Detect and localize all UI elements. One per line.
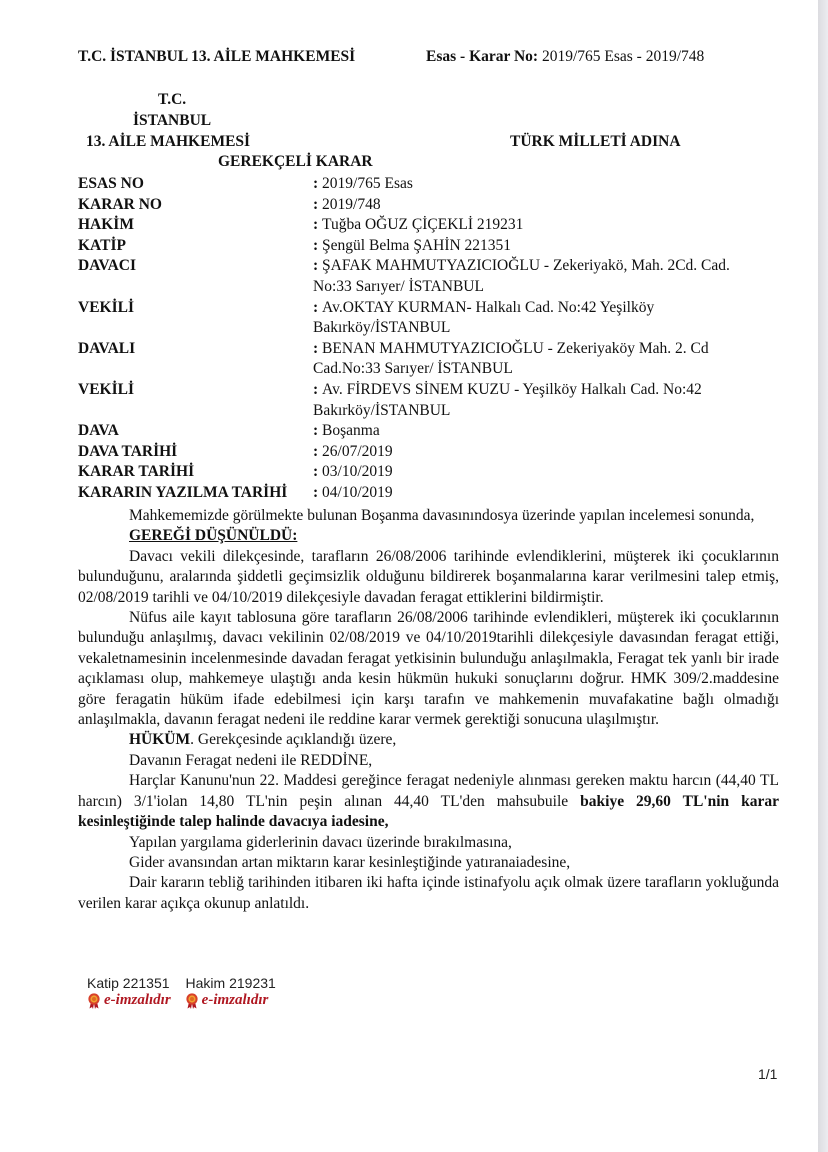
decision-body	[78, 506, 779, 914]
seal-rosette-icon	[87, 993, 101, 1009]
katip-signature: Katip 221351	[87, 975, 170, 991]
signatures	[87, 975, 292, 1009]
meta-row-davali: DAVALI : BENAN MAHMUTYAZICIOĞLU - Zekeriyaköy Mah. 2. Cd Cad.No:33 Sarıyer/ İSTANBUL	[78, 339, 709, 378]
paragraph-3: Davanın Feragat nedeni ile REDDİNE,	[129, 751, 373, 769]
court-name: 13. AİLE MAHKEMESİ	[86, 133, 251, 150]
meta-row-karar-no: KARAR NO : 2019/748	[78, 195, 381, 213]
meta-row-katip: KATİP : Şengül Belma ŞAHİN 221351	[78, 236, 512, 254]
meta-row-davaci-vekili: VEKİLİ : Av.OKTAY KURMAN- Halkalı Cad. No:42 Yeşilköy Bakırköy/İSTANBUL	[78, 298, 655, 337]
hukum-paragraph: HÜKÜM. Gerekçesinde açıklandığı üzere,	[129, 731, 397, 749]
meta-row-karar-tarihi: KARAR TARİHİ : 03/10/2019	[78, 463, 393, 481]
court-city: İSTANBUL	[133, 112, 212, 129]
meta-row-dava-tarihi: DAVA TARİHİ : 26/07/2019	[78, 442, 393, 460]
header-court: T.C. İSTANBUL 13. AİLE MAHKEMESİ	[78, 48, 356, 65]
paragraph-2: Nüfus aile kayıt tablosuna göre tarafların 26/08/2006 tarihinde evlendikleri, müşterek iki çocuklarının bulunduğu anlaşılmış, davacı vekilinin 02/08/2019 ve 04/10/2019tarihli dilekçesiyle davasından feragat ettiği, vekaletnamesinin incelenmesinde davadan feragat yetkisinin bulunduğu anlaşılmakla, Feragat tek yanlı bir irade açıklaması olup, mahkemeye ulaştığı anda kesin hükmün hukuki sonuçlarını doğrur. HMK 309/2.maddesine göre feragatin hüküm ifade edebilmesi için karşı tarafın ve mahkemenin muvafakatine bağlı olmadığı anlaşılmakla, davanın feragat nedeni ile reddine karar vermek gerektiği sonucuna ulaşılmıştır.	[78, 609, 779, 729]
meta-row-yazilma-tarihi: KARARIN YAZILMA TARİHİ : 04/10/2019	[78, 483, 393, 501]
nation-heading: TÜRK MİLLETİ ADINA	[510, 133, 681, 150]
court-tc: T.C.	[158, 91, 187, 108]
paragraph-4: Harçlar Kanunu'nun 22. Maddesi gereğince feragat nedeniyle alınması gereken maktu harcın (44,40 TL harcın) 3/1'iolan 14,80 TL'nin peşin alınan 44,40 TL'den mahsubuile bakiye 29,60 TL'nin karar kesinleştiğinde talep halinde davacıya iadesine,	[78, 772, 779, 831]
meta-row-davaci: DAVACI : ŞAFAK MAHMUTYAZICIOĞLU - Zekeriyakö, Mah. 2Cd. Cad. No:33 Sarıyer/ İSTANBUL	[78, 257, 730, 295]
meta-row-hakim: HAKİM : Tuğba OĞUZ ÇİÇEKLİ 219231	[78, 216, 524, 234]
header-esas-value: 2019/765 Esas - 2019/748	[541, 48, 705, 65]
hakim-signature: Hakim 219231	[185, 975, 276, 991]
paragraph-7: Dair kararın tebliğ tarihinden itibaren iki hafta içinde istinafyolu açık olmak üzere tarafların yokluğunda verilen karar açıkça okunup anlatıldı.	[78, 874, 779, 912]
header-esas-label: Esas - Karar No:	[426, 48, 539, 65]
meta-row-dava: DAVA : Boşanma	[78, 422, 380, 440]
header-esas	[426, 48, 704, 66]
viewer-scrollbar-strip[interactable]	[818, 0, 828, 1152]
paragraph-1: Davacı vekili dilekçesinde, tarafların 26/08/2006 tarihinde evlendiklerini, müşterek iki çocuklarının bulunduğunu, aralarında şiddetli geçimsizlik olduğunu bildirerek boşanmalarına karar verilmesini talep etmiş, 02/08/2019 tarihli ve 04/10/2019 dilekçesiyle davadan feragat ettiklerini bildirmiştir.	[78, 547, 779, 606]
seal-rosette-icon	[185, 993, 199, 1009]
hukum-label: HÜKÜM	[129, 731, 191, 749]
page-number: 1/1	[758, 1066, 778, 1082]
meta-row-esas-no: ESAS NO : 2019/765 Esas	[78, 175, 413, 192]
case-metadata	[78, 174, 798, 504]
hakim-e-signature[interactable]: e-imzalıdır	[185, 992, 269, 1009]
katip-e-signature[interactable]: e-imzalıdır	[87, 992, 171, 1009]
document-title: GEREKÇELİ KARAR	[218, 153, 373, 170]
meta-row-davali-vekili: VEKİLİ : Av. FİRDEVS SİNEM KUZU - Yeşilköy Halkalı Cad. No:42 Bakırköy/İSTANBUL	[78, 380, 702, 419]
paragraph-6: Gider avansından artan miktarın karar kesinleştiğinde yatıranaiadesine,	[129, 853, 571, 871]
intro-paragraph: Mahkememizde görülmekte bulunan Boşanma davasınındosya üzerinde yapılan incelemesi sonunda,	[129, 507, 755, 524]
paragraph-5: Yapılan yargılama giderlerinin davacı üzerinde bırakılmasına,	[129, 833, 512, 851]
section-heading: GEREĞİ DÜŞÜNÜLDÜ:	[129, 527, 298, 545]
